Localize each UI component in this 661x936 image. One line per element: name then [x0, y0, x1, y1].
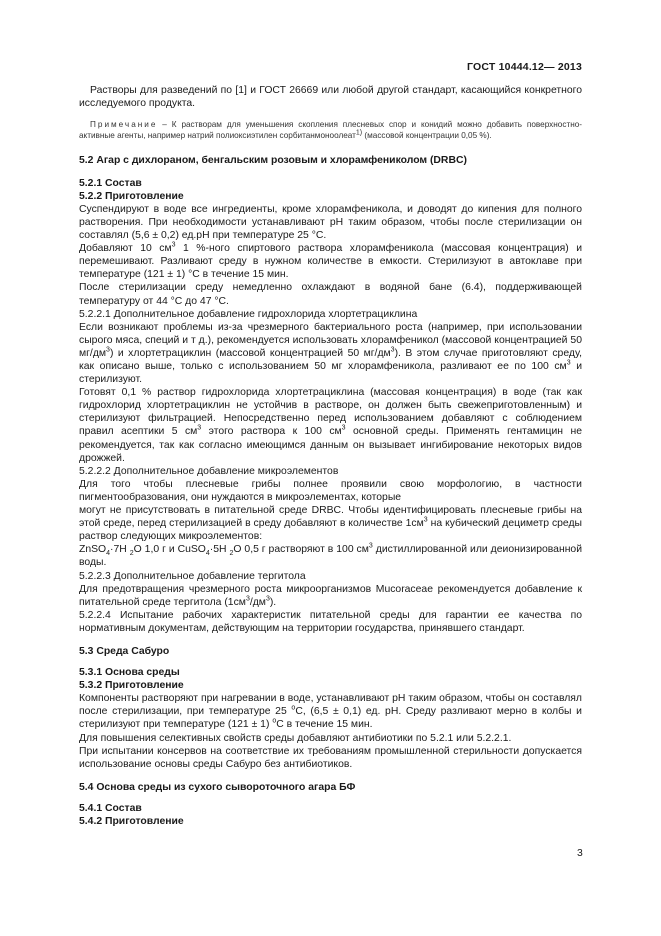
formula-paragraph: ZnSO$_4$·7H $_2$O 1,0 г и CuSO$_4$·5H $_2$O 0,5 г растворяют в 100 $см^3$ дистиллированной или деионизированной воды.	[79, 542, 583, 569]
note-label: Примечание	[90, 120, 158, 130]
section-heading-5-4-2: 5.4.2 Приготовление	[79, 816, 184, 827]
paragraph: Если возникают проблемы из-за чрезмерного бактериального роста (например, при использовании сырого мяса, специй и т д.), рекомендуется использовать хлорамфеникол (массовой концентрацией 50 $мг/дм^3$) и хлортетрациклин (массовой концентрацией 50 $мг/дм^3$). В этом случае приготовляют среду, как описано выше, только с использованием 50 мг хлорамфеникола, разливают ее по 100 $см^3$ и стерилизуют.	[79, 321, 582, 386]
paragraph: 5.2.2.4 Испытание рабочих характеристик питательной среды для гарантии ее качества по нормативным документам, действующим на территории государства, принявшего стандарт.	[79, 609, 582, 634]
paragraph: Для повышения селективных свойств среды добавляют антибиотики по 5.2.1 или 5.2.2.1.	[79, 732, 512, 744]
section-heading-5-3: 5.3 Среда Сабуро	[79, 645, 170, 657]
section-heading-5-3-2: 5.3.2 Приготовление	[79, 680, 184, 692]
paragraph: После стерилизации среду немедленно охлаждают в водяной бане (6.4), поддерживающей температуру от 44 °C до 47 °C.	[79, 282, 582, 307]
subsection-heading: 5.2.2.1 Дополнительное добавление гидрохлорида хлортетрациклина	[79, 308, 418, 320]
paragraph: Растворы для разведений по [1] и ГОСТ 26669 или любой другой стандарт, касающийся конкретного исследуемого продукта.	[79, 85, 582, 110]
paragraph: могут не присутствовать в питательной среде DRBC. Чтобы идентифицировать плесневые грибы на этой среде, перед стерилизацией в среду добавляют в количестве $1см^3$ на кубический дециметр среды раствор следующих микроэлементов:	[79, 505, 582, 543]
section-heading-5-4-1: 5.4.1 Состав	[79, 802, 142, 814]
section-heading-5-2-2: 5.2.2 Приготовление	[79, 190, 184, 202]
note: Примечание – К растворам для уменьшения скопления плесневых спор и конидий можно добавить поверхностно-активные агенты, например натрий полиоксиэтилен сорбитанмоноолеат$^{1)}$ (массовой концентрации 0,05 %).	[79, 120, 582, 141]
paragraph: Добавляют 10 $см^3$ 1 %-ного спиртового раствора хлорамфеникола (массовая концентрация) и перемешивают. Разливают среду в нужном количестве в емкости. Стерилизуют в автоклаве при температуре (121 ± 1) °C в течение 15 мин.	[79, 241, 582, 281]
paragraph: Суспендируют в воде все ингредиенты, кроме хлорамфеникола, и доводят до кипения для полного растворения. При необходимости устанавливают pH таким образом, чтобы после стерилизации он составлял (5,6 ± 0,2) ед.pH при температуре 25 °C.	[79, 203, 582, 242]
section-heading-5-2-1: 5.2.1 Состав	[79, 177, 142, 189]
section-heading-5-2: 5.2 Агар с дихлораном, бенгальским розовым и хлорамфениколом (DRBC)	[79, 154, 467, 166]
section-heading-5-3-1: 5.3.1 Основа среды	[79, 667, 180, 679]
paragraph: Для того чтобы плесневые грибы полнее проявили свою морфологию, в частности пигментообразования, они нуждаются в микроэлементах, которые	[79, 478, 582, 503]
document-header: ГОСТ 10444.12— 2013	[466, 61, 582, 73]
subsection-heading: 5.2.2.3 Дополнительное добавление тергитола	[79, 570, 306, 582]
section-heading-5-4: 5.4 Основа среды из сухого сывороточного агара БФ	[79, 781, 356, 793]
paragraph: Компоненты растворяют при нагревании в воде, устанавливают pH таким образом, чтобы он составлял после стерилизации, при температуре 25 $^o$C, (6,5 ± 0,1) ед. pH. Среду разливают мерно в колбы и стерилизуют при температуре (121 ± 1) $^o$C в течение 15 мин.	[79, 693, 582, 731]
document-body	[79, 84, 582, 828]
paragraph: Для предотвращения чрезмерного роста микроорганизмов Mucoraceae рекомендуется добавление к питательной среде тергитола $(1см^3/дм^3)$.	[79, 583, 582, 608]
page-number: 3	[577, 848, 583, 859]
paragraph: При испытании консервов на соответствие их требованиям промышленной стерильности допускается использование основы среды Сабуро без антибиотиков.	[79, 745, 582, 770]
paragraph: Готовят 0,1 % раствор гидрохлорида хлортетрациклина (массовая концентрация) в воде (так как гидрохлорид хлортетрациклин не устойчив в растворе, он должен быть свежеприготовленным) и стерилизуют фильтрацией. Непосредственно перед использованием добавляют с соблюдением правил асептики 5 $см^3$ этого раствора к 100 $см^3$ основной среды. Применять гентамицин не рекомендуется, так как согласно имеющимся данным он вызывает ингибирование некоторых видов дрожжей.	[79, 387, 582, 464]
subsection-heading: 5.2.2.2 Дополнительное добавление микроэлементов	[79, 465, 339, 477]
